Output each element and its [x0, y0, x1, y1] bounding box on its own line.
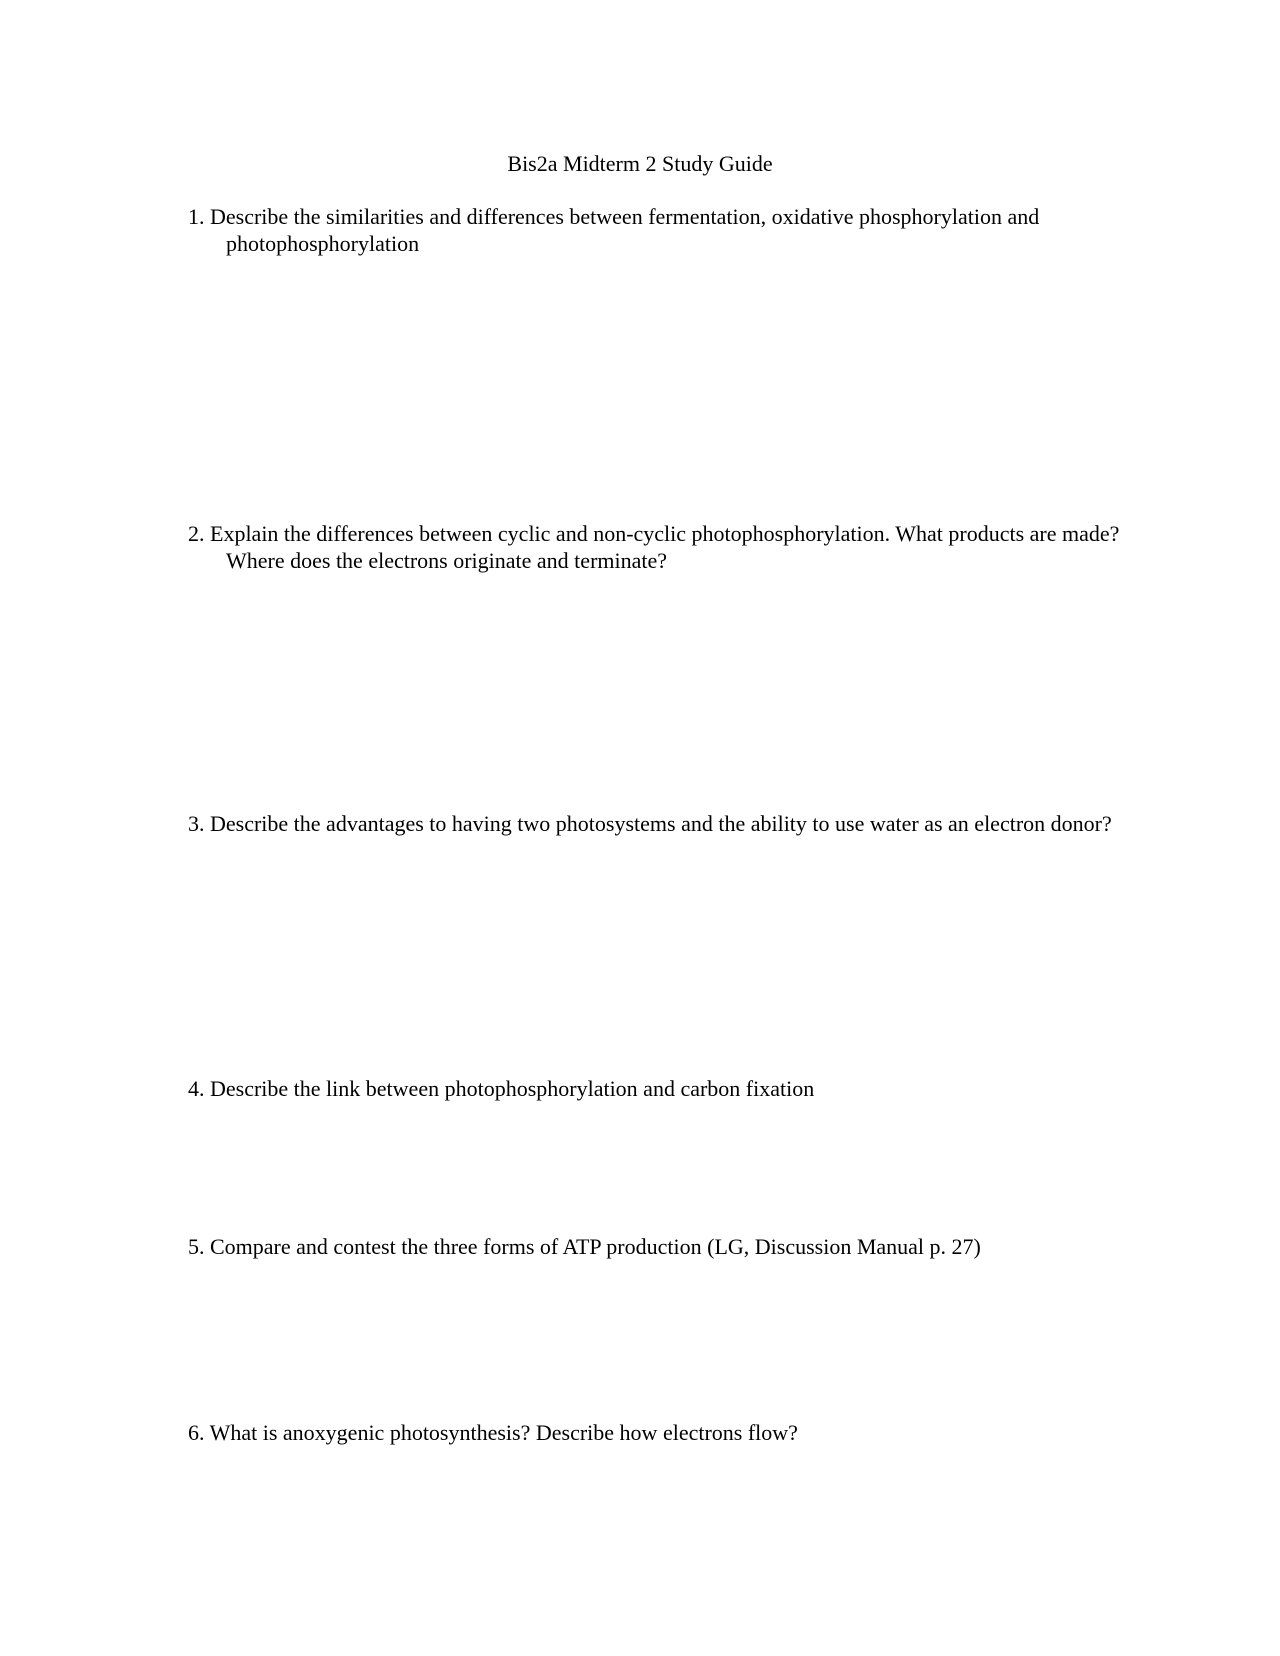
page-title: Bis2a Midterm 2 Study Guide [507, 151, 773, 176]
question-5: 5. Compare and contest the three forms of ATP production (LG, Discussion Manual p. 27) [188, 1234, 981, 1259]
question-3: 3. Describe the advantages to having two photosystems and the ability to use water as an electron donor? [188, 811, 1112, 836]
question-4: 4. Describe the link between photophosphorylation and carbon fixation [188, 1076, 815, 1101]
question-2: 2. Explain the differences between cyclic and non-cyclic photophosphorylation. What products are made? Where does the electrons originate and terminate? [188, 521, 1120, 573]
question-1: 1. Describe the similarities and differences between fermentation, oxidative phosphorylation and photophosphorylation [188, 204, 1040, 256]
question-6: 6. What is anoxygenic photosynthesis? Describe how electrons flow? [188, 1420, 798, 1445]
